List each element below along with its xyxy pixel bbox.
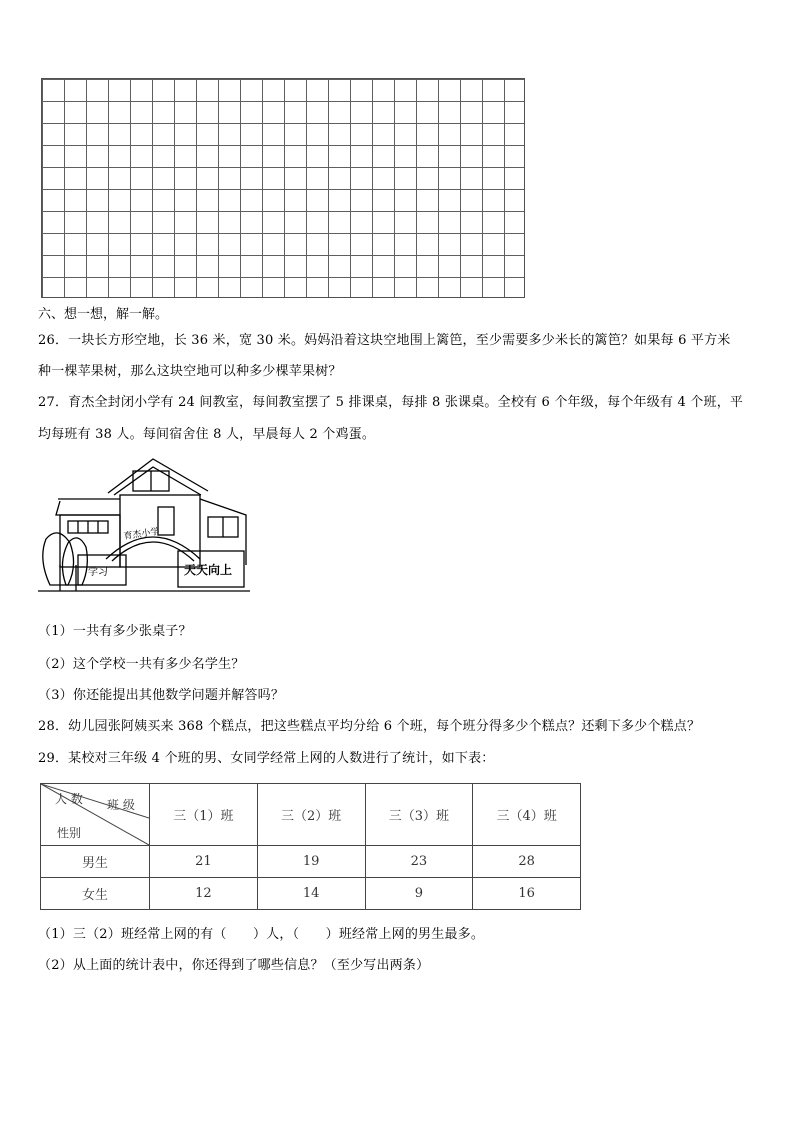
corner-label-gender: 性别 <box>57 826 82 840</box>
question-29-sub-1: （1）三（2）班经常上网的有（ ）人，（ ）班经常上网的男生最多。 <box>38 927 485 942</box>
column-header: 三（3）班 <box>365 784 473 846</box>
question-27-line-1: 27．育杰全封闭小学有 24 间教室，每间教室摆了 5 排课桌，每排 8 张课桌。全校有 6 个年级，每个年级有 4 个班，平 <box>38 395 744 410</box>
question-27-sub-3: （3）你还能提出其他数学问题并解答吗？ <box>38 688 285 703</box>
answer-grid <box>41 78 525 298</box>
question-27-line-2: 均每班有 38 人。每间宿舍住 8 人，早晨每人 2 个鸡蛋。 <box>38 427 376 442</box>
column-header: 三（4）班 <box>473 784 581 846</box>
question-27-sub-2: （2）这个学校一共有多少名学生？ <box>38 657 245 672</box>
question-29: 29．某校对三年级 4 个班的男、女同学经常上网的人数进行了统计，如下表： <box>38 751 495 766</box>
table-corner-cell <box>41 784 150 846</box>
corner-label-count: 人 数 <box>55 792 83 806</box>
question-28: 28．幼儿园张阿姨买来 368 个糕点，把这些糕点平均分给 6 个班，每个班分得多少个糕点？还剩下多少个糕点？ <box>38 719 701 734</box>
table-cell: 16 <box>473 878 581 910</box>
table-row <box>41 878 581 910</box>
table-cell: 19 <box>257 846 365 878</box>
question-27-sub-1: （1）一共有多少张桌子？ <box>38 624 192 639</box>
gate-text: 育杰小学 <box>123 527 161 542</box>
column-header: 三（2）班 <box>257 784 365 846</box>
column-header: 三（1）班 <box>150 784 258 846</box>
question-26-line-1: 26．一块长方形空地，长 36 米，宽 30 米。妈妈沿着这块空地围上篱笆，至少需要多少米长的篱笆？如果每 6 平方米 <box>38 333 731 348</box>
table-header-row <box>41 784 581 846</box>
right-sign-text: 天天向上 <box>184 563 233 577</box>
school-illustration <box>38 455 253 595</box>
table-cell: 23 <box>365 846 473 878</box>
table-row <box>41 846 581 878</box>
table-cell: 12 <box>150 878 258 910</box>
question-29-sub-2: （2）从上面的统计表中，你还得到了哪些信息？（至少写出两条） <box>38 958 430 973</box>
table-cell: 28 <box>473 846 581 878</box>
table-cell: 14 <box>257 878 365 910</box>
row-label: 男生 <box>41 846 150 878</box>
section-heading: 六、想一想，解一解。 <box>38 307 169 322</box>
table-cell: 9 <box>365 878 473 910</box>
statistics-table <box>40 783 581 910</box>
question-26-line-2: 种一棵苹果树，那么这块空地可以种多少棵苹果树？ <box>38 364 342 379</box>
row-label: 女生 <box>41 878 150 910</box>
table-cell: 21 <box>150 846 258 878</box>
left-sign-text: 学习 <box>88 567 108 578</box>
corner-label-class: 班 级 <box>107 798 135 812</box>
